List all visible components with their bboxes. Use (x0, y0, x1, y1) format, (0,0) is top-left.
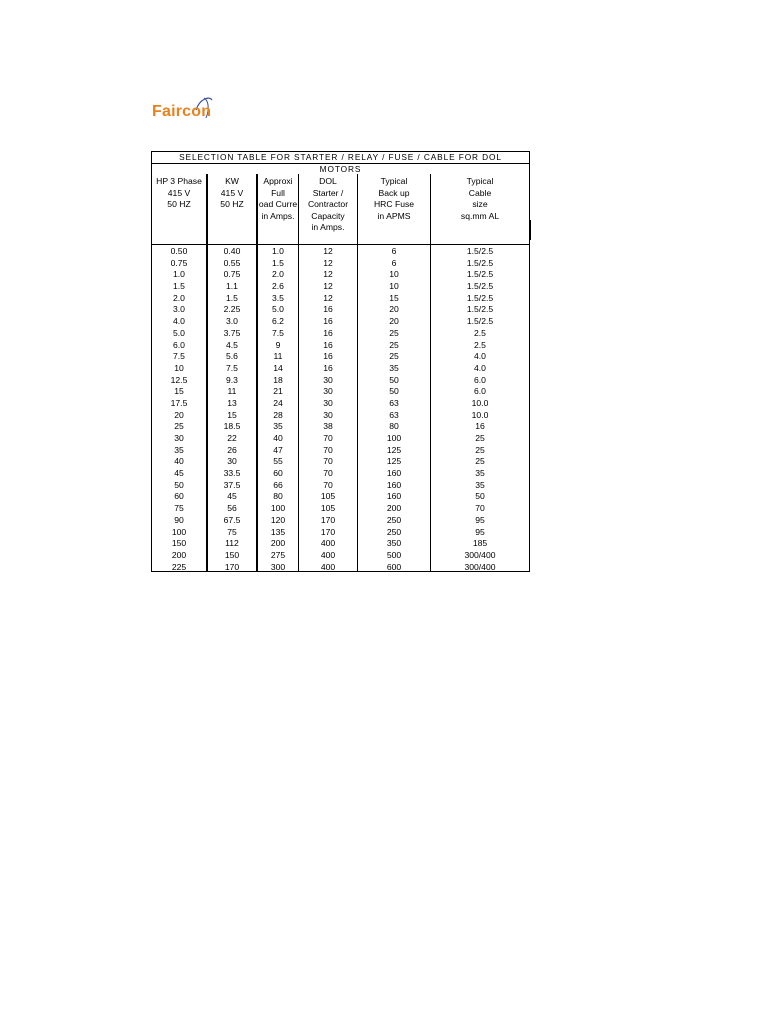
cell-hp: 50 (174, 479, 184, 490)
cell-cable: 95 (475, 526, 485, 537)
cell-hp: 0.50 (170, 246, 188, 256)
cell-fuse: 63 (389, 409, 399, 420)
cell-fuse: 50 (389, 386, 399, 397)
cell-cable: 35 (475, 479, 485, 490)
cell-starter: 38 (323, 421, 333, 432)
cell-cable: 1.5/2.5 (466, 304, 494, 315)
cell-fuse: 160 (386, 479, 402, 490)
table-row (152, 550, 529, 562)
cell-starter: 170 (320, 526, 336, 537)
cell-current: 60 (273, 468, 283, 479)
cell-current: 11 (273, 351, 283, 362)
cell-hp: 10 (174, 362, 184, 373)
cell-kw: 0.75 (223, 269, 241, 280)
cell-cable: 6.0 (474, 386, 486, 397)
table-row (152, 246, 529, 258)
cell-kw: 33.5 (223, 468, 241, 479)
cell-starter: 16 (323, 339, 333, 350)
cell-kw: 7.5 (226, 362, 238, 373)
cell-fuse: 63 (389, 397, 399, 408)
table-title-line1: SELECTION TABLE FOR STARTER / RELAY / FUSE / CABLE FOR DOL (152, 152, 529, 164)
table-row (152, 491, 529, 503)
cell-starter: 70 (323, 468, 333, 479)
cell-current: 21 (273, 386, 283, 397)
table-row (152, 386, 529, 398)
cell-starter: 70 (323, 479, 333, 490)
cell-cable: 2.5 (474, 327, 486, 338)
cell-hp: 225 (171, 561, 187, 572)
table-row (152, 456, 529, 468)
cell-current: 135 (270, 526, 286, 537)
cell-current: 100 (270, 503, 286, 514)
table-row (152, 328, 529, 340)
cell-kw: 0.55 (223, 257, 241, 268)
cell-cable: 4.0 (474, 351, 486, 362)
table-row (152, 515, 529, 527)
cell-fuse: 125 (386, 444, 402, 455)
cell-starter: 16 (323, 316, 333, 327)
cell-starter: 30 (323, 409, 333, 420)
cell-kw: 11 (227, 386, 237, 397)
cell-starter: 16 (323, 304, 333, 315)
cell-cable: 1.5/2.5 (466, 269, 494, 280)
table-row (152, 527, 529, 539)
table-row (152, 468, 529, 480)
table-row (152, 562, 529, 574)
cell-cable: 2.5 (474, 339, 486, 350)
cell-fuse: 20 (389, 304, 399, 315)
cell-cable: 10.0 (471, 409, 489, 420)
cell-starter: 12 (323, 246, 333, 256)
cell-fuse: 160 (386, 491, 402, 502)
cell-fuse: 6 (391, 257, 397, 268)
cell-hp: 2.0 (173, 292, 185, 303)
cell-hp: 150 (171, 538, 187, 549)
cell-fuse: 200 (386, 503, 402, 514)
table-row (152, 258, 529, 270)
cell-hp: 30 (174, 433, 184, 443)
table-row (152, 480, 529, 492)
cell-current: 40 (273, 433, 283, 443)
table-row (152, 421, 529, 433)
cell-current: 2.6 (272, 281, 284, 292)
cell-cable: 1.5/2.5 (466, 246, 494, 256)
header-divider (152, 244, 529, 245)
cell-cable: 300/400 (464, 561, 496, 572)
cell-hp: 100 (171, 526, 187, 537)
cell-starter: 12 (323, 269, 333, 280)
cell-cable: 6.0 (474, 374, 486, 385)
cell-kw: 18.5 (223, 421, 241, 432)
table-row (152, 340, 529, 352)
cell-kw: 15 (227, 409, 237, 420)
cell-starter: 170 (320, 514, 336, 525)
header-dol-starter: DOL Starter / Contractor Capacity in Amps. (307, 176, 349, 233)
header-hrc-fuse: Typical Back up HRC Fuse in APMS (373, 176, 415, 221)
cell-kw: 3.75 (223, 327, 241, 338)
cell-current: 9 (275, 339, 281, 350)
cell-fuse: 250 (386, 526, 402, 537)
table-row (152, 363, 529, 375)
cell-cable: 4.0 (474, 362, 486, 373)
cell-current: 18 (273, 374, 283, 385)
cell-cable: 185 (472, 538, 488, 549)
cell-hp: 7.5 (173, 351, 185, 362)
cell-hp: 5.0 (173, 327, 185, 338)
cell-hp: 4.0 (173, 316, 185, 327)
cell-starter: 16 (323, 362, 333, 373)
cell-kw: 45 (227, 491, 237, 502)
cell-starter: 400 (320, 549, 336, 560)
cell-fuse: 25 (389, 327, 399, 338)
header-hp: HP 3 Phase 415 V 50 HZ (156, 176, 202, 210)
cell-hp: 25 (174, 421, 184, 432)
header-kw: KW 415 V 50 HZ (220, 176, 244, 210)
cell-cable: 1.5/2.5 (466, 257, 494, 268)
cell-hp: 1.0 (173, 269, 185, 280)
cell-fuse: 500 (386, 549, 402, 560)
cell-cable: 50 (475, 491, 485, 502)
cell-hp: 3.0 (173, 304, 185, 315)
table-row (152, 304, 529, 316)
cell-fuse: 25 (389, 339, 399, 350)
cell-fuse: 600 (386, 561, 402, 572)
cell-starter: 105 (320, 491, 336, 502)
selection-table (151, 151, 530, 572)
cell-fuse: 160 (386, 468, 402, 479)
cell-current: 6.2 (272, 316, 284, 327)
cell-starter: 30 (323, 386, 333, 397)
cell-hp: 15 (174, 386, 184, 397)
table-body (152, 246, 529, 573)
faircon-logo (152, 94, 232, 128)
cell-cable: 10.0 (471, 397, 489, 408)
table-row (152, 503, 529, 515)
cell-current: 2.0 (272, 269, 284, 280)
cell-current: 200 (270, 538, 286, 549)
table-title-line2: MOTORS (319, 164, 362, 174)
table-row (152, 375, 529, 387)
cell-fuse: 350 (386, 538, 402, 549)
cell-starter: 30 (323, 374, 333, 385)
cell-fuse: 35 (389, 362, 399, 373)
cell-starter: 70 (323, 433, 333, 443)
table-row (152, 316, 529, 328)
table-row (152, 398, 529, 410)
cell-kw: 150 (224, 549, 240, 560)
cell-fuse: 80 (389, 421, 399, 432)
cell-fuse: 250 (386, 514, 402, 525)
cell-cable: 16 (475, 421, 485, 432)
header-full-load-current: Approxi Full oad Curre in Amps. (258, 176, 298, 221)
cell-starter: 30 (323, 397, 333, 408)
cell-kw: 170 (224, 561, 240, 572)
cell-starter: 105 (320, 503, 336, 514)
cell-hp: 200 (171, 549, 187, 560)
cell-hp: 45 (174, 468, 184, 479)
cell-hp: 40 (174, 456, 184, 467)
cell-current: 7.5 (272, 327, 284, 338)
cell-kw: 2.25 (223, 304, 241, 315)
cell-starter: 70 (323, 444, 333, 455)
cell-current: 55 (273, 456, 283, 467)
cell-cable: 25 (475, 433, 485, 443)
cell-kw: 1.1 (226, 281, 238, 292)
table-row (152, 445, 529, 457)
table-row (152, 269, 529, 281)
cell-current: 35 (273, 421, 283, 432)
cell-hp: 1.5 (173, 281, 185, 292)
cell-kw: 56 (227, 503, 237, 514)
cell-starter: 12 (323, 257, 333, 268)
cell-kw: 22 (227, 433, 237, 443)
cell-current: 300 (270, 561, 286, 572)
cell-cable: 1.5/2.5 (466, 316, 494, 327)
cell-starter: 16 (323, 327, 333, 338)
cell-starter: 70 (323, 456, 333, 467)
cell-fuse: 15 (389, 292, 399, 303)
cell-cable: 25 (475, 456, 485, 467)
logo-text: Faircon (152, 103, 212, 120)
cell-cable: 95 (475, 514, 485, 525)
cell-current: 24 (273, 397, 283, 408)
table-row (152, 281, 529, 293)
cell-kw: 13 (227, 397, 237, 408)
cell-cable: 35 (475, 468, 485, 479)
cell-hp: 0.75 (170, 257, 188, 268)
table-row (152, 433, 529, 445)
cell-kw: 0.40 (223, 246, 241, 256)
cell-kw: 37.5 (223, 479, 241, 490)
cell-starter: 400 (320, 561, 336, 572)
cell-fuse: 25 (389, 351, 399, 362)
cell-hp: 90 (174, 514, 184, 525)
cell-kw: 5.6 (226, 351, 238, 362)
cell-current: 14 (273, 362, 283, 373)
cell-kw: 112 (225, 538, 239, 549)
cell-current: 275 (270, 549, 286, 560)
cell-hp: 60 (174, 491, 184, 502)
cell-current: 1.0 (272, 246, 284, 256)
cell-hp: 12.5 (170, 374, 188, 385)
cell-kw: 75 (227, 526, 237, 537)
cell-fuse: 10 (389, 281, 399, 292)
cell-hp: 35 (174, 444, 184, 455)
cell-starter: 400 (320, 538, 336, 549)
edge-mark (529, 220, 531, 240)
cell-current: 80 (273, 491, 283, 502)
table-row (152, 293, 529, 305)
cell-starter: 16 (323, 351, 333, 362)
cell-current: 1.5 (272, 257, 284, 268)
cell-cable: 1.5/2.5 (466, 281, 494, 292)
cell-current: 28 (273, 409, 283, 420)
cell-fuse: 20 (389, 316, 399, 327)
cell-kw: 26 (227, 444, 237, 455)
cell-fuse: 6 (391, 246, 397, 256)
cell-starter: 12 (323, 292, 333, 303)
cell-starter: 12 (323, 281, 333, 292)
table-row (152, 538, 529, 550)
cell-kw: 4.5 (226, 339, 238, 350)
cell-hp: 17.5 (170, 397, 188, 408)
cell-hp: 6.0 (173, 339, 185, 350)
table-row (152, 410, 529, 422)
cell-cable: 70 (475, 503, 485, 514)
cell-kw: 1.5 (226, 292, 238, 303)
cell-cable: 300/400 (464, 549, 496, 560)
cell-current: 3.5 (272, 292, 284, 303)
cell-cable: 25 (475, 444, 485, 455)
cell-current: 5.0 (272, 304, 284, 315)
cell-cable: 1.5/2.5 (466, 292, 494, 303)
cell-hp: 20 (174, 409, 184, 420)
table-row (152, 351, 529, 363)
cell-kw: 30 (227, 456, 237, 467)
cell-fuse: 125 (386, 456, 402, 467)
table-title (152, 152, 529, 175)
cell-current: 66 (273, 479, 283, 490)
header-cable-size: Typical Cable size sq.mm AL (460, 176, 500, 221)
cell-kw: 67.5 (223, 514, 241, 525)
cell-kw: 9.3 (226, 374, 238, 385)
cell-kw: 3.0 (226, 316, 238, 327)
cell-current: 47 (273, 444, 283, 455)
cell-fuse: 10 (389, 269, 399, 280)
cell-hp: 75 (174, 503, 184, 514)
cell-fuse: 50 (389, 374, 399, 385)
cell-fuse: 100 (386, 433, 402, 443)
cell-current: 120 (270, 514, 286, 525)
